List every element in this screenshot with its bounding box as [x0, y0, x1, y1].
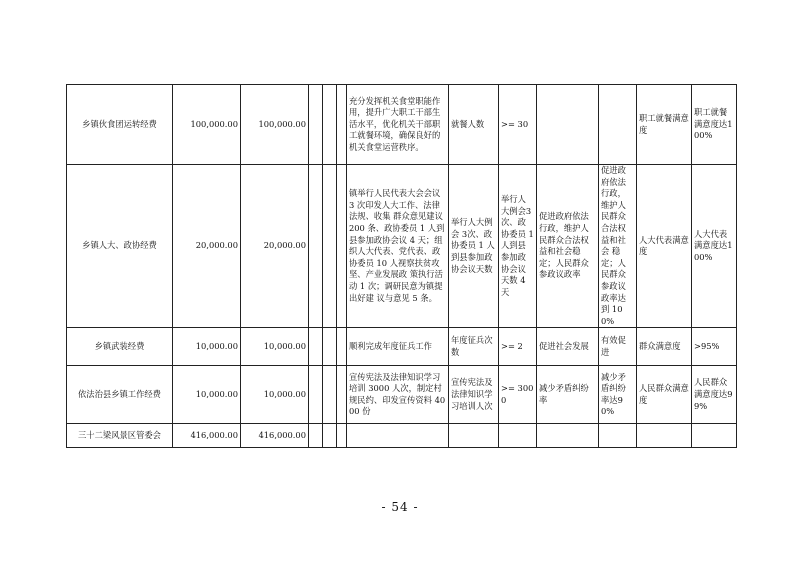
satisfaction-indicator-cell: 群众满意度 [637, 328, 692, 366]
empty-cell [337, 165, 347, 328]
output-value-cell [499, 424, 537, 448]
table-row [67, 165, 737, 328]
effect-value-cell: 减少矛盾纠纷率达90% [599, 366, 637, 424]
fiscal-amount-cell: 10,000.00 [241, 366, 309, 424]
total-amount-cell: 416,000.00 [173, 424, 241, 448]
satisfaction-indicator-cell: 人民群众满意度 [637, 366, 692, 424]
empty-cell [323, 424, 337, 448]
total-amount-cell: 10,000.00 [173, 366, 241, 424]
table-row [67, 85, 737, 165]
output-indicator-cell: 年度征兵次数 [449, 328, 499, 366]
table-row [67, 366, 737, 424]
fiscal-amount-cell: 416,000.00 [241, 424, 309, 448]
effect-indicator-cell: 促进政府依法行政，维护人民群众合法权益和社会稳定；人民群众参政议政率 [537, 165, 599, 328]
fiscal-amount-cell: 10,000.00 [241, 328, 309, 366]
effect-indicator-cell: 减少矛盾纠纷率 [537, 366, 599, 424]
empty-cell [323, 165, 337, 328]
satisfaction-indicator-cell: 人大代表满意度 [637, 165, 692, 328]
project-name-cell: 乡镇武装经费 [67, 328, 173, 366]
satisfaction-value-cell: 职工就餐满意度达100% [692, 85, 737, 165]
satisfaction-indicator-cell [637, 424, 692, 448]
fiscal-amount-cell: 100,000.00 [241, 85, 309, 165]
budget-sheet [66, 84, 737, 448]
effect-value-cell: 促进政府依法行政，维护人民群众合法权益和社会 稳定；人民群众参政议政率达到 100% [599, 165, 637, 328]
total-amount-cell: 20,000.00 [173, 165, 241, 328]
page-number: - 54 - [381, 500, 419, 514]
output-value-cell: 举行人大例会3 次、政协委员 1 人到县参加政协会议天数 4 天 [499, 165, 537, 328]
empty-cell [323, 85, 337, 165]
project-name-cell: 乡镇人大、政协经费 [67, 165, 173, 328]
project-name-cell: 依法治县乡镇工作经费 [67, 366, 173, 424]
table-row [67, 328, 737, 366]
goal-description-cell: 宣传宪法及法律知识学习培训 3000 人次，制定村规民约、印发宣传资料 4000 份 [347, 366, 449, 424]
empty-cell [337, 328, 347, 366]
empty-cell [309, 366, 323, 424]
empty-cell [309, 165, 323, 328]
satisfaction-value-cell: 人大代表满意度达100% [692, 165, 737, 328]
table-row [67, 424, 737, 448]
project-name-cell: 三十二梁风景区管委会 [67, 424, 173, 448]
empty-cell [309, 328, 323, 366]
output-indicator-cell: 宣传宪法及法律知识学习培训人次 [449, 366, 499, 424]
output-indicator-cell [449, 424, 499, 448]
satisfaction-indicator-cell: 职工就餐满意度 [637, 85, 692, 165]
empty-cell [337, 424, 347, 448]
output-value-cell: >= 3000 [499, 366, 537, 424]
total-amount-cell: 100,000.00 [173, 85, 241, 165]
project-name-cell: 乡镇伙食团运转经费 [67, 85, 173, 165]
satisfaction-value-cell: >95% [692, 328, 737, 366]
goal-description-cell: 镇举行人民代表大会会议 3 次印发人大工作、法律法规、收集 群众意见建议 200 条、政协委员 1 人到县参加政协会议 4 天；组织人大代表、党代表、政协委员 10 人视察扶贫攻坚、产业发展政 策执行活动 1 次；调研民意为镇提出好建 议与意见 5 条。 [347, 165, 449, 328]
effect-value-cell [599, 424, 637, 448]
output-value-cell: >= 2 [499, 328, 537, 366]
total-amount-cell: 10,000.00 [173, 328, 241, 366]
satisfaction-value-cell [692, 424, 737, 448]
effect-indicator-cell [537, 424, 599, 448]
output-indicator-cell: 举行人大例 会 3次、政协委员 1 人到县参加政协会议天数 [449, 165, 499, 328]
empty-cell [323, 328, 337, 366]
output-indicator-cell: 就餐人数 [449, 85, 499, 165]
satisfaction-value-cell: 人民群众满意度达99% [692, 366, 737, 424]
goal-description-cell: 充分发挥机关食堂职能作用，提升广大职工干部生活水平，优化机关干部职工就餐环境，确保良好的机关食堂运营秩序。 [347, 85, 449, 165]
goal-description-cell [347, 424, 449, 448]
goal-description-cell: 顺利完成年度征兵工作 [347, 328, 449, 366]
fiscal-amount-cell: 20,000.00 [241, 165, 309, 328]
empty-cell [323, 366, 337, 424]
empty-cell [309, 424, 323, 448]
performance-budget-table [66, 84, 737, 448]
output-value-cell: >= 30 [499, 85, 537, 165]
effect-indicator-cell: 促进社会发展 [537, 328, 599, 366]
effect-value-cell: 有效促进 [599, 328, 637, 366]
effect-value-cell [599, 85, 637, 165]
effect-indicator-cell [537, 85, 599, 165]
empty-cell [337, 366, 347, 424]
empty-cell [309, 85, 323, 165]
empty-cell [337, 85, 347, 165]
